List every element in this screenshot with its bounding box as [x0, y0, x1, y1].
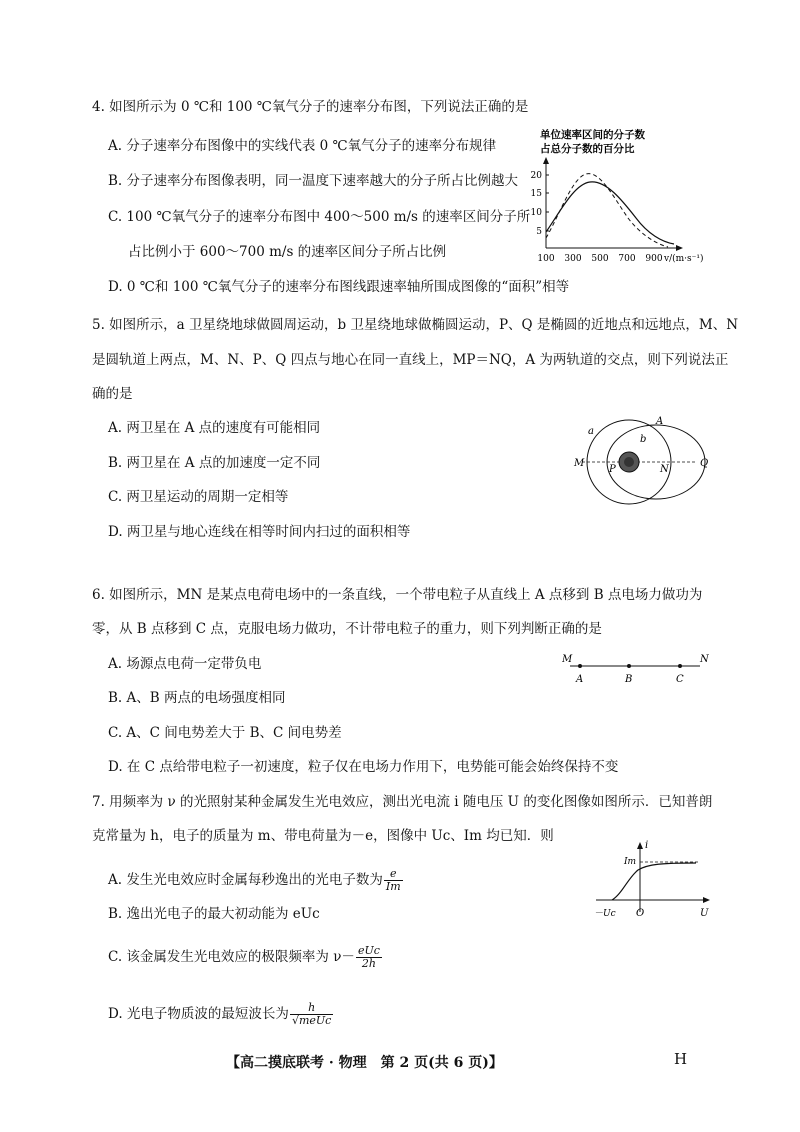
q6-label-N: N: [700, 654, 709, 665]
q7-stem-line2: 克常量为 h，电子的质量为 m、带电荷量为－e，图像中 Uc、Im 均已知．则: [92, 828, 554, 844]
q7-c-numerator: eUc: [357, 944, 380, 957]
q6-option-d: D. 在 C 点给带电粒子一初速度，粒子仅在电场力作用下，电势能可能会始终保持不变: [108, 759, 619, 775]
q5-label-N: N: [660, 464, 669, 475]
q7-option-b: B. 逸出光电子的最大初动能为 eUc: [108, 906, 320, 922]
q7-d-denominator: √meUc: [291, 1014, 332, 1027]
q7-option-d: [108, 1002, 334, 1027]
q6-option-c: C. A、C 间电势差大于 B、C 间电势差: [108, 725, 342, 741]
q5-option-b: B. 两卫星在 A 点的加速度一定不同: [108, 455, 321, 471]
q7-stem-line1: 7. 用频率为 ν 的光照射某种金属发生光电效应，测出光电流 i 随电压 U 的变化图像如图所示．已知普朗: [92, 794, 713, 810]
q4-xtick-100: 100: [537, 254, 555, 264]
q4-dashed-curve: [546, 174, 668, 247]
q5-stem-line2: 是圆轨道上两点，M、N、P、Q 四点与地心在同一直线上，MP＝NQ，A 为两轨道的交点，则下列说法正: [92, 352, 729, 368]
q5-stem-line1: 5. 如图所示，a 卫星绕地球做圆周运动，b 卫星绕地球做椭圆运动，P、Q 是椭圆的近地点和远地点，M、N: [92, 317, 739, 333]
q4-option-d: D. 0 ℃和 100 ℃氧气分子的速率分布图线跟速率轴所围成图像的“面积”相等: [108, 279, 570, 295]
q4-ytick-10: 10: [530, 208, 542, 218]
q7-option-c-fraction: [356, 945, 382, 970]
q7-label-U: U: [700, 908, 709, 919]
q5-label-Q: Q: [700, 458, 709, 469]
q4-speed-distribution-figure: [518, 126, 714, 276]
q4-xtick-500: 500: [591, 254, 609, 264]
q4-xtick-900: 900: [645, 254, 663, 264]
q4-option-a: A. 分子速率分布图像中的实线代表 0 ℃氧气分子的速率分布规律: [108, 138, 497, 154]
q4-option-c-line2: 占比例小于 600～700 m/s 的速率区间分子所占比例: [128, 244, 447, 260]
q5-label-P: P: [609, 464, 616, 475]
q7-option-c-text: C. 该金属发生光电效应的极限频率为 ν－: [108, 949, 355, 965]
q7-a-denominator: Im: [385, 880, 401, 893]
q7-label-Im: Im: [624, 857, 637, 867]
q6-label-B: B: [625, 674, 633, 685]
q4-ytick-5: 5: [536, 227, 542, 237]
q4-ytick-15: 15: [530, 189, 542, 199]
q6-label-M: M: [562, 654, 573, 665]
q5-label-M: M: [574, 458, 585, 469]
q6-line-figure: [562, 652, 712, 688]
q6-option-b: B. A、B 两点的电场强度相同: [108, 690, 286, 706]
q7-d-numerator: h: [290, 1002, 333, 1015]
q7-current-curve: [612, 863, 696, 900]
q7-photocurrent-graph: [592, 836, 716, 922]
q5-label-b: b: [640, 434, 647, 445]
q5-label-A: A: [656, 416, 664, 427]
q4-ytick-20: 20: [530, 171, 542, 181]
q5-label-a: a: [588, 426, 594, 437]
q7-option-a: [108, 868, 404, 893]
q4-fig-title-line1: 单位速率区间的分子数: [540, 129, 645, 141]
q7-label-i: i: [645, 840, 649, 851]
q7-option-c: [108, 945, 383, 970]
q4-stem: 4. 如图所示为 0 ℃和 100 ℃氧气分子的速率分布图，下列说法正确的是: [92, 99, 529, 115]
q6-stem-line2: 零，从 B 点移到 C 点，克服电场力做功，不计带电粒子的重力，则下列判断正确的是: [92, 621, 602, 637]
q7-label-negUc: －Uc: [594, 909, 616, 919]
q7-option-d-text: D. 光电子物质波的最短波长为: [108, 1006, 289, 1022]
q5-stem-line3: 确的是: [92, 386, 133, 402]
q4-option-c-line1: C. 100 ℃氧气分子的速率分布图中 400～500 m/s 的速率区间分子所: [108, 209, 531, 225]
q7-label-O: O: [636, 908, 645, 919]
page-footer: 【高二摸底联考 · 物理 第 2 页(共 6 页)】: [226, 1055, 503, 1071]
q7-c-denominator: 2h: [361, 957, 376, 970]
q4-xtick-300: 300: [564, 254, 582, 264]
q6-label-A: A: [576, 674, 584, 685]
q4-option-b: B. 分子速率分布图像表明，同一温度下速率越大的分子所占比例越大: [108, 173, 519, 189]
q5-option-a: A. 两卫星在 A 点的速度有可能相同: [108, 420, 321, 436]
q6-stem-line1: 6. 如图所示，MN 是某点电荷电场中的一条直线，一个带电粒子从直线上 A 点移到 B 点电场力做功为: [92, 587, 703, 603]
q7-option-d-fraction: [290, 1002, 333, 1027]
q7-option-a-fraction: [384, 868, 403, 893]
q4-xtick-700: 700: [618, 254, 636, 264]
q5-option-c: C. 两卫星运动的周期一定相等: [108, 489, 289, 505]
q7-a-numerator: e: [384, 868, 403, 881]
q4-x-axis-unit: v/(m·s⁻¹): [664, 254, 704, 264]
q5-option-d: D. 两卫星与地心连线在相等时间内扫过的面积相等: [108, 524, 411, 540]
q4-fig-title-line2: 占总分子数的百分比: [540, 143, 635, 155]
q6-label-C: C: [676, 674, 684, 685]
q7-option-a-text: A. 发生光电效应时金属每秒逸出的光电子数为: [108, 872, 383, 888]
q5-orbit-figure: [568, 408, 718, 518]
q6-option-a: A. 场源点电荷一定带负电: [108, 656, 262, 672]
page-code: H: [674, 1050, 688, 1068]
